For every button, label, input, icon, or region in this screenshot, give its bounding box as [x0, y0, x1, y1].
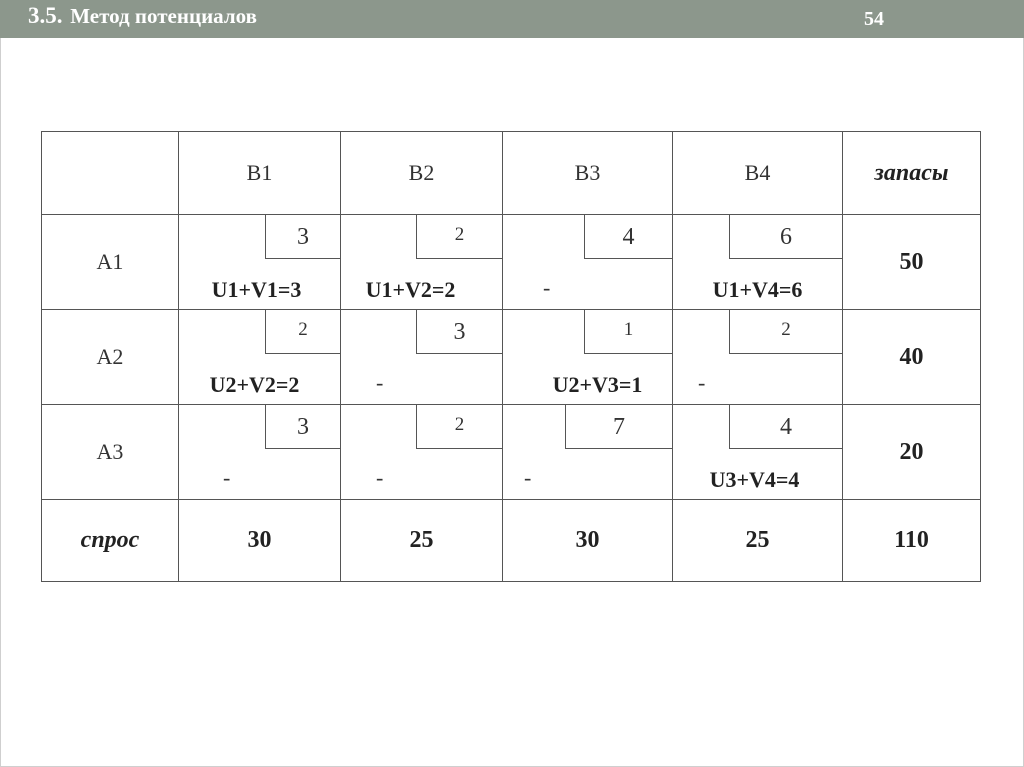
cost-box: 2 [729, 310, 842, 354]
demand-b4: 25 [673, 500, 843, 582]
slide-number: 54 [864, 8, 884, 30]
title-text: Метод потенциалов [70, 4, 257, 28]
column-header-supply: запасы [843, 132, 981, 215]
demand-b2: 25 [341, 500, 503, 582]
empty-marker: - [543, 275, 551, 300]
column-header-b1: B1 [179, 132, 341, 215]
row-label-a3: A3 [42, 405, 179, 500]
potential-formula: U1+V2=2 [365, 277, 456, 302]
row-label-a2: A2 [42, 310, 179, 405]
cost-box: 2 [416, 215, 502, 259]
supply-a2: 40 [843, 310, 981, 405]
empty-marker: - [376, 370, 384, 395]
potential-formula: U1+V4=6 [712, 277, 803, 302]
demand-label: спрос [42, 500, 179, 582]
cell-a1-b4 [673, 215, 843, 310]
cell-a3-b1 [179, 405, 341, 500]
cell-a1-b3 [503, 215, 673, 310]
cost-box: 1 [584, 310, 672, 354]
table-demand-row [42, 500, 981, 582]
demand-b3: 30 [503, 500, 673, 582]
cost-box: 4 [584, 215, 672, 259]
column-header-b4: B4 [673, 132, 843, 215]
empty-marker: - [376, 465, 384, 490]
potential-formula: U1+V1=3 [211, 277, 302, 302]
supply-a3: 20 [843, 405, 981, 500]
cell-a3-b4 [673, 405, 843, 500]
cost-box: 2 [416, 405, 502, 449]
empty-marker: - [524, 465, 532, 490]
slide-title [28, 3, 257, 29]
potential-formula: U2+V3=1 [552, 372, 643, 397]
cell-a2-b3 [503, 310, 673, 405]
transport-table [41, 131, 981, 582]
table-header-row [42, 132, 981, 215]
cost-box: 2 [265, 310, 340, 354]
empty-marker: - [698, 370, 706, 395]
column-header-b3: B3 [503, 132, 673, 215]
table-row-a1 [42, 215, 981, 310]
cost-box: 3 [416, 310, 502, 354]
table-row-a3 [42, 405, 981, 500]
cost-box: 7 [565, 405, 672, 449]
cost-box: 6 [729, 215, 842, 259]
cell-a3-b2 [341, 405, 503, 500]
cost-box: 3 [265, 215, 340, 259]
cell-a2-b4 [673, 310, 843, 405]
cell-a2-b2 [341, 310, 503, 405]
cell-a1-b1 [179, 215, 341, 310]
slide-header [0, 0, 1024, 38]
column-header-b2: B2 [341, 132, 503, 215]
cell-a3-b3 [503, 405, 673, 500]
potential-formula: U3+V4=4 [709, 467, 800, 492]
demand-b1: 30 [179, 500, 341, 582]
cost-box: 4 [729, 405, 842, 449]
supply-a1: 50 [843, 215, 981, 310]
cell-a2-b1 [179, 310, 341, 405]
row-label-a1: A1 [42, 215, 179, 310]
empty-marker: - [223, 465, 231, 490]
corner-cell [42, 132, 179, 215]
cost-box: 3 [265, 405, 340, 449]
section-number: 3.5. [28, 3, 63, 28]
table-row-a2 [42, 310, 981, 405]
potential-formula: U2+V2=2 [209, 372, 300, 397]
demand-total: 110 [843, 500, 981, 582]
cell-a1-b2 [341, 215, 503, 310]
